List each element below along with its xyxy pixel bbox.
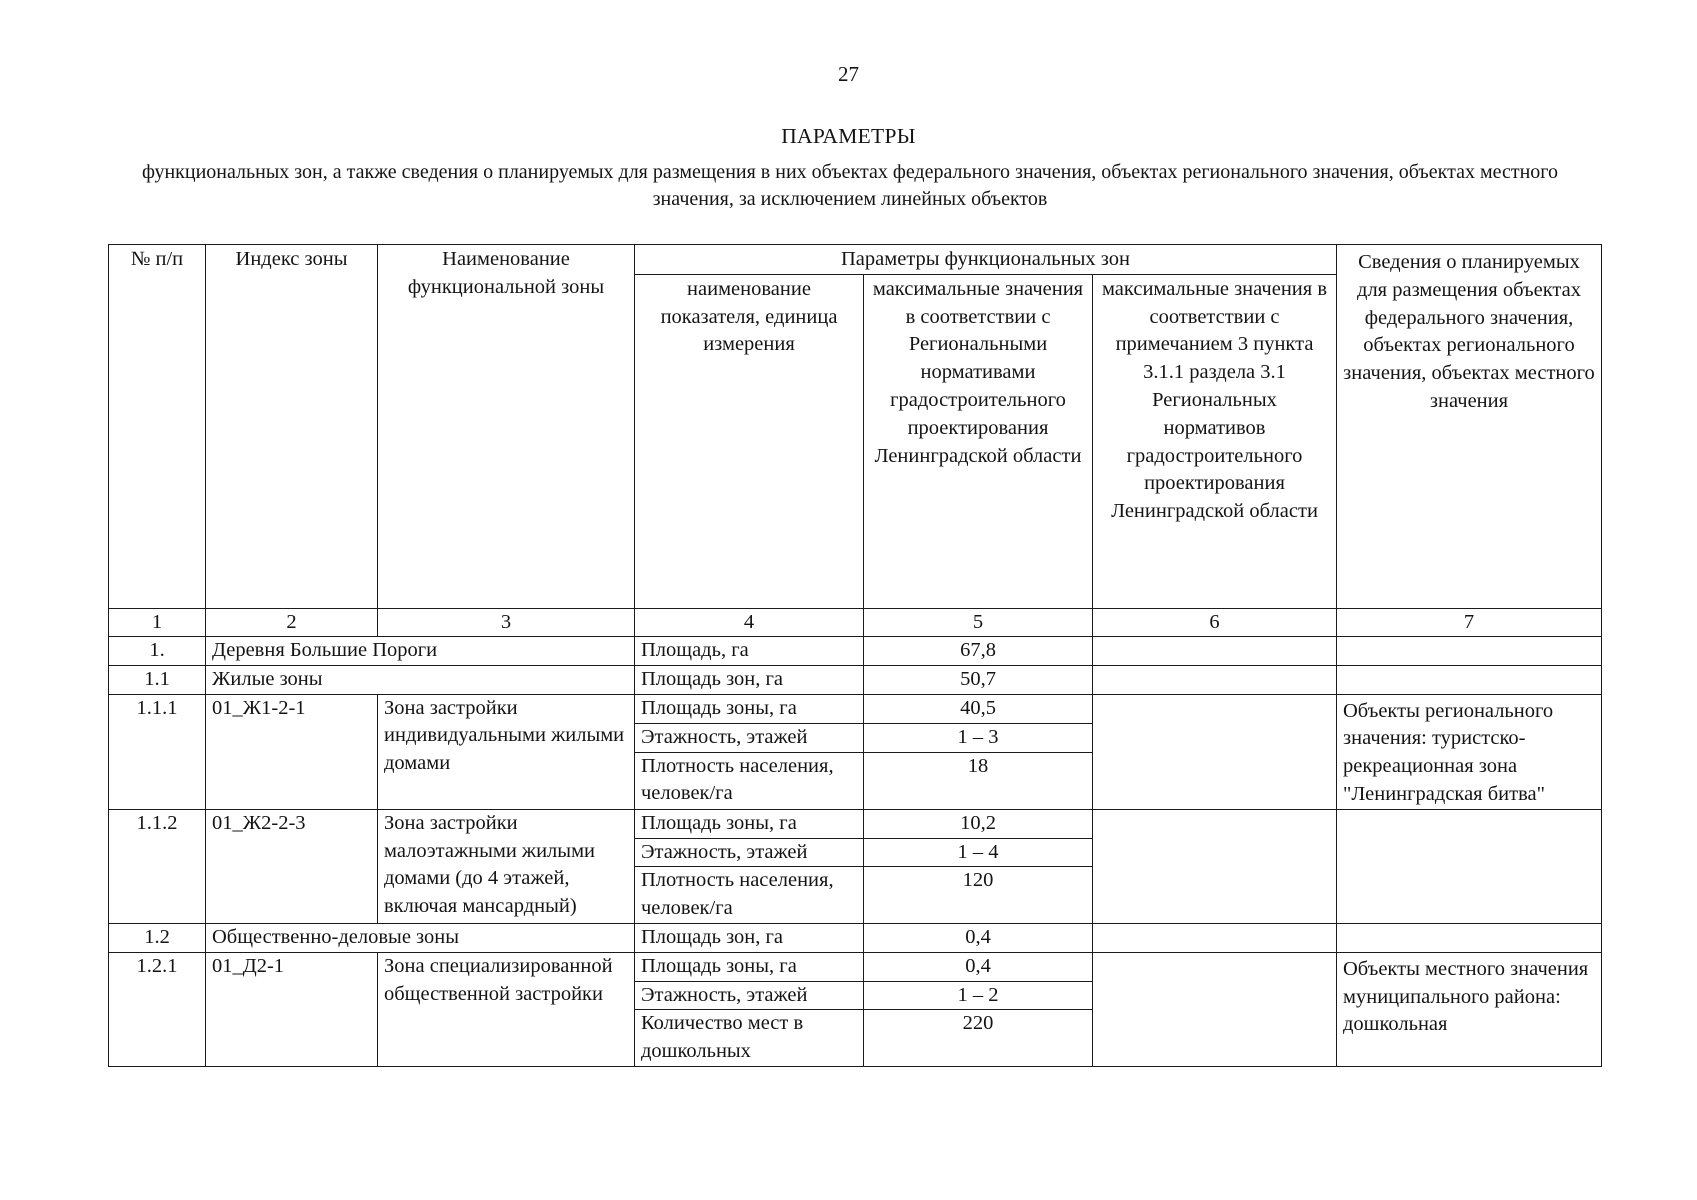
param-value: 1 – 2 bbox=[864, 981, 1093, 1010]
table-row bbox=[109, 809, 1602, 838]
row-indicator: Площадь зон, га bbox=[635, 923, 864, 952]
column-number: 7 bbox=[1337, 609, 1602, 637]
table-row bbox=[109, 952, 1602, 981]
column-number: 4 bbox=[635, 609, 864, 637]
row-num: 1.2 bbox=[109, 923, 206, 952]
header-indicator: наименование показателя, единица измерения bbox=[635, 274, 864, 608]
row-value: 0,4 bbox=[864, 923, 1093, 952]
header-index: Индекс зоны bbox=[206, 245, 378, 609]
table-row bbox=[109, 694, 1602, 723]
row-indicator: Площадь, га bbox=[635, 637, 864, 666]
param-indicator: Площадь зоны, га bbox=[635, 809, 864, 838]
row-num: 1. bbox=[109, 637, 206, 666]
zone-name: Зона специализированной общественной застройки bbox=[378, 952, 635, 1066]
column-number: 1 bbox=[109, 609, 206, 637]
zone-index: 01_Ж2-2-3 bbox=[206, 809, 378, 923]
table-row bbox=[109, 665, 1602, 694]
column-number: 2 bbox=[206, 609, 378, 637]
page-number: 27 bbox=[838, 62, 859, 86]
zone-name: Зона застройки индивидуальными жилыми домами bbox=[378, 694, 635, 809]
empty-cell bbox=[1093, 809, 1337, 923]
planned-objects: Объекты регионального значения: туристско-рекреационная зона "Ленинградская битва" bbox=[1337, 694, 1602, 809]
empty-cell bbox=[1337, 809, 1602, 923]
row-num: 1.1.2 bbox=[109, 809, 206, 923]
param-value: 220 bbox=[864, 1010, 1093, 1067]
empty-cell bbox=[1337, 637, 1602, 666]
table-row bbox=[109, 637, 1602, 666]
document-title: ПАРАМЕТРЫ bbox=[781, 124, 916, 148]
empty-cell bbox=[1093, 694, 1337, 809]
row-label: Деревня Большие Пороги bbox=[206, 637, 635, 666]
row-num: 1.1.1 bbox=[109, 694, 206, 809]
param-indicator: Плотность населения, человек/га bbox=[635, 752, 864, 809]
column-number: 3 bbox=[378, 609, 635, 637]
header-num: № п/п bbox=[109, 245, 206, 609]
header-params-group: Параметры функциональных зон bbox=[635, 245, 1337, 275]
param-indicator: Плотность населения, человек/га bbox=[635, 867, 864, 924]
param-value: 1 – 4 bbox=[864, 838, 1093, 867]
row-indicator: Площадь зон, га bbox=[635, 665, 864, 694]
row-num: 1.1 bbox=[109, 665, 206, 694]
empty-cell bbox=[1093, 952, 1337, 1066]
empty-cell bbox=[1337, 923, 1602, 952]
header-name: Наименование функциональной зоны bbox=[378, 245, 635, 609]
param-value: 120 bbox=[864, 867, 1093, 924]
zone-index: 01_Д2-1 bbox=[206, 952, 378, 1066]
param-indicator: Этажность, этажей bbox=[635, 723, 864, 752]
param-value: 18 bbox=[864, 752, 1093, 809]
param-indicator: Площадь зоны, га bbox=[635, 694, 864, 723]
empty-cell bbox=[1093, 637, 1337, 666]
param-indicator: Площадь зоны, га bbox=[635, 952, 864, 981]
header-objects: Сведения о планируемых для размещения объектах федерального значения, объектах регионального значения, объектах местного значения bbox=[1337, 245, 1602, 609]
table-row bbox=[109, 923, 1602, 952]
param-indicator: Этажность, этажей bbox=[635, 838, 864, 867]
empty-cell bbox=[1337, 665, 1602, 694]
column-number: 5 bbox=[864, 609, 1093, 637]
row-label: Общественно-деловые зоны bbox=[206, 923, 635, 952]
param-value: 1 – 3 bbox=[864, 723, 1093, 752]
row-num: 1.2.1 bbox=[109, 952, 206, 1066]
param-value: 40,5 bbox=[864, 694, 1093, 723]
row-value: 50,7 bbox=[864, 665, 1093, 694]
param-indicator: Этажность, этажей bbox=[635, 981, 864, 1010]
header-max-note: максимальные значения в соответствии с примечанием 3 пункта 3.1.1 раздела 3.1 Региональных нормативов градостроительного проектирования Ленинградской области bbox=[1093, 274, 1337, 608]
document-subtitle: функциональных зон, а также сведения о планируемых для размещения в них объектах федерального значения, объектах регионального значения, объектах местного значения, за исключением линейных объектов bbox=[141, 161, 1559, 210]
empty-cell bbox=[1093, 665, 1337, 694]
param-value: 0,4 bbox=[864, 952, 1093, 981]
row-label: Жилые зоны bbox=[206, 665, 635, 694]
empty-cell bbox=[1093, 923, 1337, 952]
planned-objects: Объекты местного значения муниципального района: дошкольная bbox=[1337, 952, 1602, 1066]
row-value: 67,8 bbox=[864, 637, 1093, 666]
zone-index: 01_Ж1-2-1 bbox=[206, 694, 378, 809]
parameters-table bbox=[108, 244, 1602, 1067]
header-row-top bbox=[109, 245, 1602, 275]
column-numbers-row bbox=[109, 609, 1602, 637]
zone-name: Зона застройки малоэтажными жилыми домами (до 4 этажей, включая мансардный) bbox=[378, 809, 635, 923]
column-number: 6 bbox=[1093, 609, 1337, 637]
header-max-regional: максимальные значения в соответствии с Региональными нормативами градостроительного проектирования Ленинградской области bbox=[864, 274, 1093, 608]
param-indicator: Количество мест в дошкольных bbox=[635, 1010, 864, 1067]
param-value: 10,2 bbox=[864, 809, 1093, 838]
